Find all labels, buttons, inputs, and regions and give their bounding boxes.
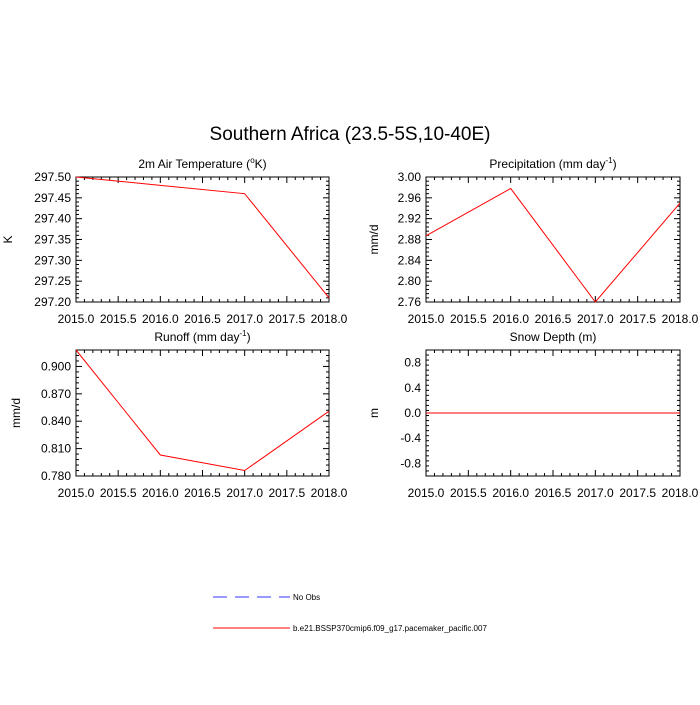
y-tick-label: 297.30 (34, 253, 71, 268)
series-line (76, 177, 329, 298)
x-tick-label: 2016.5 (184, 486, 221, 500)
x-tick-label: 2017.0 (226, 486, 264, 500)
series-line (426, 188, 680, 302)
y-tick-label: 0.0 (404, 406, 421, 420)
x-tick-label: 2015.5 (99, 486, 137, 500)
y-tick-label: 297.45 (34, 190, 71, 205)
panel-snow-depth (367, 330, 699, 500)
x-tick-label: 2017.0 (576, 486, 614, 500)
y-tick-label: 2.84 (397, 253, 421, 268)
legend (213, 593, 487, 633)
panel-title-tail: ) (246, 330, 251, 344)
panel-title-tail: ) (612, 157, 617, 171)
y-axis-label: mm/d (9, 398, 23, 428)
panel-air-temperature (1, 156, 348, 326)
y-tick-label: 2.80 (397, 274, 421, 289)
panel-title (138, 156, 266, 171)
x-tick-label: 2017.5 (268, 312, 306, 326)
y-tick-label: -0.8 (400, 456, 421, 471)
figure-title: Southern Africa (23.5-5S,10-40E) (209, 124, 491, 145)
x-tick-label: 2015.5 (99, 312, 137, 326)
x-tick-label: 2017.5 (619, 486, 657, 500)
panel-runoff (9, 329, 348, 500)
x-tick-label: 2015.5 (449, 312, 487, 326)
x-tick-label: 2018.0 (661, 312, 699, 326)
y-tick-label: 297.20 (34, 295, 71, 309)
x-tick-label: 2016.5 (534, 486, 572, 500)
x-tick-label: 2015.0 (407, 486, 445, 500)
y-tick-label: 297.25 (34, 274, 71, 289)
y-tick-label: 0.8 (404, 355, 421, 370)
panel-precipitation (367, 156, 699, 326)
y-tick-label: 0.900 (40, 359, 71, 374)
x-tick-label: 2016.0 (141, 486, 179, 500)
y-tick-label: 2.76 (397, 295, 421, 309)
y-tick-label: 0.870 (40, 386, 71, 401)
plot-frame (426, 177, 680, 302)
plot-frame (76, 177, 329, 302)
x-tick-label: 2017.0 (226, 312, 264, 326)
x-tick-label: 2016.0 (492, 486, 530, 500)
x-tick-label: 2018.0 (310, 486, 348, 500)
x-tick-label: 2016.5 (534, 312, 572, 326)
panel-title (489, 156, 616, 171)
panel-title-superscript: -1 (605, 156, 613, 165)
panel-title-text: 2m Air Temperature ( (138, 157, 251, 171)
y-tick-label: 0.840 (40, 414, 71, 429)
y-tick-label: 0.780 (40, 469, 71, 483)
x-tick-label: 2015.0 (57, 312, 95, 326)
panel-title (154, 329, 250, 344)
x-tick-label: 2017.5 (268, 486, 306, 500)
y-axis-label: mm/d (367, 224, 381, 255)
panel-title-tail: K) (254, 157, 267, 171)
x-tick-label: 2017.0 (576, 312, 614, 326)
panel-title-text: Snow Depth (m) (509, 330, 597, 344)
panel-title-superscript: -1 (239, 329, 247, 338)
x-tick-label: 2015.5 (449, 486, 487, 500)
y-tick-label: 2.88 (397, 232, 421, 247)
legend-label-no-obs: No Obs (293, 593, 321, 602)
y-tick-label: 297.50 (34, 170, 71, 184)
y-tick-label: 297.40 (34, 211, 71, 226)
panel-title-text: Precipitation (mm day (489, 157, 606, 171)
x-tick-label: 2018.0 (661, 486, 699, 500)
panel-title-superscript: o (250, 156, 255, 165)
series-line (76, 350, 329, 471)
y-tick-label: 0.810 (40, 441, 71, 456)
x-tick-label: 2015.0 (57, 486, 95, 500)
y-axis-label: m (367, 408, 381, 418)
x-tick-label: 2016.0 (492, 312, 530, 326)
x-tick-label: 2016.0 (141, 312, 179, 326)
plot-frame (76, 350, 329, 476)
panel-title (510, 330, 597, 344)
x-tick-label: 2018.0 (310, 312, 348, 326)
y-tick-label: 0.4 (404, 380, 421, 395)
x-tick-label: 2017.5 (619, 312, 657, 326)
x-tick-label: 2015.0 (407, 312, 445, 326)
x-tick-label: 2016.5 (184, 312, 221, 326)
y-tick-label: 2.92 (397, 211, 421, 226)
y-tick-label: -0.4 (400, 431, 421, 446)
y-axis-label: K (1, 235, 15, 244)
y-tick-label: 2.96 (397, 190, 421, 205)
y-tick-label: 3.00 (397, 170, 421, 184)
y-tick-label: 297.35 (34, 232, 71, 247)
panel-title-text: Runoff (mm day (154, 330, 240, 344)
legend-label-model: b.e21.BSSP370cmip6.f09_g17.pacemaker_pacific.007 (293, 624, 487, 633)
